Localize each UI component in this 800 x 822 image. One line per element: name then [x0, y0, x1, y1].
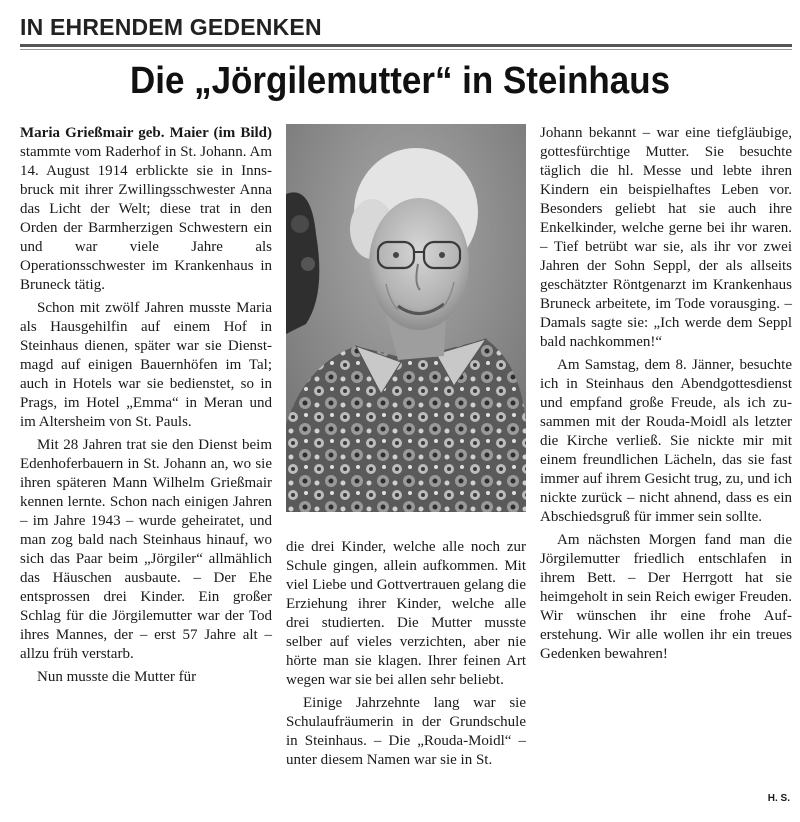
paragraph: die drei Kinder, welche alle noch zur Schule gingen, allein aufkommen. Mit viel Liebe und Gottvertrauen gelang die Erziehung ihrer Kinder, welche alle drei studierten. Die Mutter musste selber auf vieles verzichten, aber nie hörte man sie klagen. Ihrer feinen Art wegen war sie bei allen sehr beliebt. [286, 539, 526, 688]
paragraph: Am nächsten Morgen fand man die Jörgilemutter friedlich entschlafen in ihrem Bett. – Der Herrgott hat sie heimgeholt in sein Reich ewiger Freuden. Wir wünschen ihr eine frohe Auferstehung. Wir alle wollen ihr ein treues Gedenken bewahren! [540, 532, 792, 662]
paragraph-text: stammte vom Raderhof in St. Johann. Am 14. August 1914 erblickte sie in Innsbruck mit ihrer Zwillingsschwester Anna das Licht der Welt; diese trat in den Orden der Barmherzigen Schwestern ein und war viele Jahre als Operationsschwester im Krankenhaus in Bruneck tätig. [20, 144, 272, 293]
paragraph: Einige Jahrzehnte lang war sie Schulaufräumerin in der Grundschule in Steinhaus. – Die „Rouda-Moidl“ – unter diesem Namen war sie in St. [286, 695, 526, 768]
article-column-2 [286, 538, 526, 770]
paragraph: Am Samstag, dem 8. Jänner, besuchte ich in Steinhaus den Abendgottesdienst und empfand große Freude, als ich zusammen mit der Rouda-Moidl als letzter die Kirche verließ. Sie nickte mir mit einem freundlichen Lächeln, das sie fast immer auf ihrem Gesicht trug, zu, und ich nickte zurück – nicht ahnend, dass es ein Abschiedsgruß für immer sein sollte. [540, 357, 793, 525]
paragraph: Schon mit zwölf Jahren musste Maria als Hausgehilfin auf einem Hof in Steinhaus dienen, später war sie Dienstmagd auf einigen Bauernhöfen im Tal; auch in Hotels war sie bedienstet, so in Prags, im Hotel „Emma“ in Meran und im Altersheim von St. Pauls. [20, 300, 272, 430]
article-column-3 [540, 124, 792, 664]
paragraph: Nun musste die Mutter für [37, 669, 197, 685]
paragraph: Johann bekannt – war eine tiefgläubige, gottesfürchtige Mutter. Sie besuchte täglich die hl. Messe und lebte ihren Kindern ein beispielhaftes Leben vor. Besonders geliebt hat sie auch ihre Enkelkinder, welche gerne bei ihr waren. – Tief betrübt war sie, als ihr vor zwei Jahren der Sohn Seppl, der als allseits geschätzter Röntgenarzt im Krankenhaus Bruneck arbeitete, im Tode vorausging. – Damals sagte sie: „Ich werde dem Seppl bald nachkommen!“ [540, 125, 792, 350]
paragraph [20, 124, 272, 295]
article-column-1 [20, 124, 272, 687]
author-initials: H. S. [767, 793, 790, 804]
article-headline: Die „Jörgilemutter“ in Steinhaus [129, 60, 671, 102]
header-rule-thin [20, 49, 792, 50]
lead-name: Maria Grießmair geb. Maier (im Bild) [20, 125, 272, 141]
section-header: IN EHRENDEM GEDENKEN [20, 14, 322, 40]
header-rule [20, 44, 792, 47]
portrait-photo [286, 124, 526, 512]
paragraph: Mit 28 Jahren trat sie den Dienst beim Edenhoferbauern in St. Johann an, wo sie ihren späteren Mann Wilhelm Grießmair kennen lernte. Schon nach einigen Jahren – im Jahre 1943 – wurde geheiratet, und man zog bald nach Steinhaus hinauf, wo sich das Paar beim „Jörgiler“ allmählich das Häuschen ausbaute. – Der Ehe entsprossen drei Kinder. Ein großer Schlag für die Jörgilemutter war der Tod ihres Mannes, der – erst 57 Jahre alt – allzu früh verstarb. [20, 437, 272, 662]
